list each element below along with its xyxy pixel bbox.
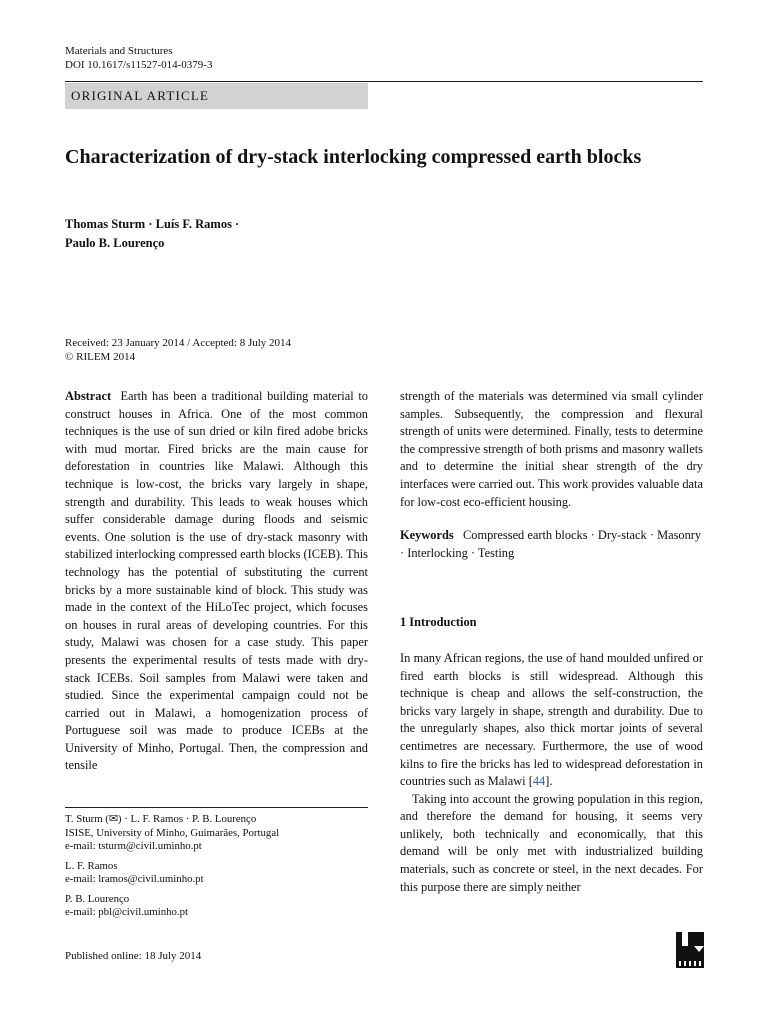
doi[interactable]: DOI 10.1617/s11527-014-0379-3	[65, 59, 213, 71]
affiliation-authors: T. Sturm (✉) · L. F. Ramos · P. B. Lourenço	[65, 813, 257, 825]
journal-name: Materials and Structures	[65, 45, 173, 57]
published-online: Published online: 18 July 2014	[65, 950, 202, 962]
right-column	[400, 388, 703, 896]
article-type-label: ORIGINAL ARTICLE	[71, 88, 210, 103]
rilem-logo-icon	[676, 932, 704, 968]
affiliation-block-1	[65, 813, 368, 854]
intro-paragraph-1	[400, 650, 703, 791]
copyright: © RILEM 2014	[65, 351, 136, 363]
email-ramos[interactable]: e-mail: lramos@civil.uminho.pt	[65, 873, 204, 885]
intro-p1-end: ].	[545, 774, 553, 789]
keywords-paragraph	[400, 527, 703, 562]
received-accepted: Received: 23 January 2014 / Accepted: 8 July 2014	[65, 337, 292, 349]
intro-paragraph-2: Taking into account the growing population in this region, and therefore the demand for housing, it seems very unlikely, both technically and economically, that this demand will be only met with industrialized building materials, such as concrete or steel, in the next decades. For this purpose there are simply neither	[400, 791, 703, 894]
email-sturm[interactable]: e-mail: tsturm@civil.uminho.pt	[65, 840, 202, 852]
affiliation-lourenco: P. B. Lourenço	[65, 892, 130, 905]
publication-dates	[65, 336, 291, 364]
abstract-text-part2: strength of the materials was determined via small cylinder samples. Subsequently, the compression and flexural strength of units were determined. Finally, tests to determine the compressive strength of both prisms and masonry wallets and to determine the initial shear strength of the dry interfaces were carried out. This work provides valuable data for low-cost eco-efficient housing.	[400, 389, 703, 509]
section-heading-introduction: 1 Introduction	[400, 615, 477, 630]
journal-header	[65, 44, 212, 72]
author-list	[65, 215, 465, 253]
affiliation-block-2	[65, 860, 368, 887]
authors-line-2: Paulo B. Lourenço	[65, 236, 165, 250]
abstract-paragraph	[65, 388, 368, 775]
intro-p1-text: In many African regions, the use of hand moulded unfired or fired earth blocks is still widespread. Although this technique is cheap and allows the self-construction, the bricks vary largely in shape, strength and durability. Due to the unregularly shapes, also thick mortar joints of several centimetres are necessary. Furthermore, the use of wood kilns to fire the bricks has led to widespread deforestation in countries such as Malawi [	[400, 650, 703, 789]
affiliations	[65, 813, 368, 926]
keywords-text: Compressed earth blocks · Dry-stack · Masonry · Interlocking · Testing	[400, 528, 702, 560]
affiliation-block-3	[65, 893, 368, 920]
authors-line-1: Thomas Sturm · Luís F. Ramos ·	[65, 217, 240, 231]
affiliation-institution: ISISE, University of Minho, Guimarães, Portugal	[65, 826, 280, 839]
header-rule	[65, 81, 703, 82]
affiliation-ramos: L. F. Ramos	[65, 859, 118, 872]
footnote-rule	[65, 807, 368, 808]
citation-link[interactable]: 44	[532, 774, 546, 789]
abstract-text-part1: Earth has been a traditional building material to construct houses in Africa. One of the most common techniques is the use of sun dried or kiln fired adobe bricks with mud mortar. Fired bricks are the main cause for deforestation in countries like Malawi. Although this technique is low-cost, the bricks vary largely in shape, strength and durability. This leads to weak houses which suffer considerable damage during floods and seismic events. One solution is the use of dry-stack masonry with stabilized interlocking compressed earth blocks (ICEB). This technology has the potential of substituting the current bricks by a more sustainable kind of block. This study was made in the context of the HiLoTec project, which focuses on houses in rural areas of developing countries. For this study, Malawi was chosen for a case study. This paper presents the experimental results of tests made with dry-stack ICEBs. Soil samples from Malawi were taken and studied. Since the experimental campaign could not be carried out in Malawi, a homogenization process of Portuguese soil was made to produce ICEBs at the University of Minho, Portugal. Then, the compression and tensile	[65, 389, 368, 773]
left-column	[65, 388, 368, 775]
abstract-label: Abstract	[65, 389, 112, 403]
keywords-label: Keywords	[400, 528, 454, 543]
email-lourenco[interactable]: e-mail: pbl@civil.uminho.pt	[65, 906, 188, 918]
article-type-banner	[65, 83, 368, 109]
paper-title: Characterization of dry-stack interlocking compressed earth blocks	[65, 146, 642, 168]
